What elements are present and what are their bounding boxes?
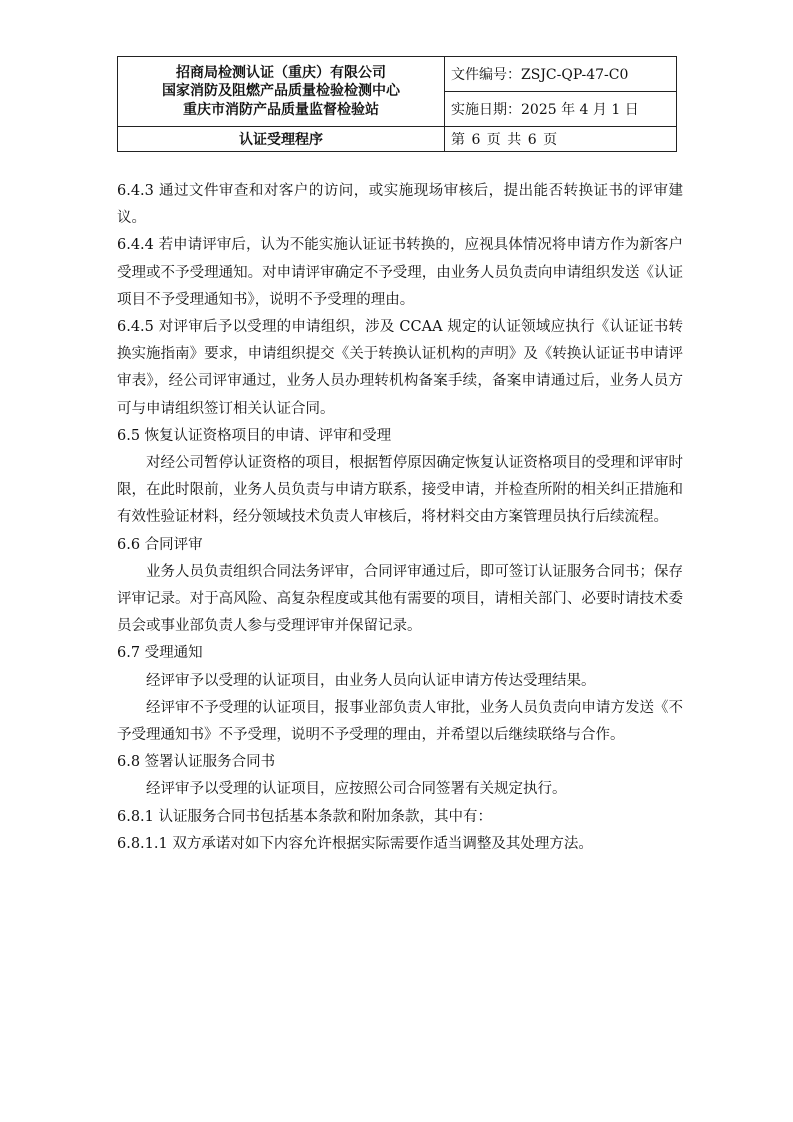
organization-name-line3: 重庆市消防产品质量监督检验站 [183,101,379,118]
organization-name-cell [118,57,445,127]
section-heading-6-8: 6.8 签署认证服务合同书 [117,754,276,771]
paragraph-6-8-body: 经评审予以受理的认证项目，应按照公司合同签署有关规定执行。 [146,781,567,798]
procedure-title: 认证受理程序 [118,127,445,152]
paragraph-6-8-1: 6.8.1 认证服务合同书包括基本条款和附加条款，其中有： [117,808,493,825]
effective-date: 实施日期：2025 年 4 月 1 日 [445,92,677,127]
page-info: 第 6 页 共 6 页 [445,127,677,152]
paragraph-6-4-5: 6.4.5 对评审后予以受理的申请组织，涉及 CCAA 规定的认证领域应执行《认证证书转换实施指南》要求，申请组织提交《关于转换认证机构的声明》及《转换认证证书申请评审表》，经公司评审通过，业务人员办理转机构备案手续，备案申请通过后，业务人员方可与申请组织签订相关认证合同。 [117,319,683,417]
document-header-table [117,56,677,152]
paragraph-6-7-accept: 经评审予以受理的认证项目，由业务人员向认证申请方传达受理结果。 [146,672,596,689]
document-number: 文件编号：ZSJC-QP-47-C0 [445,57,677,92]
paragraph-6-7-reject: 经评审不予受理的认证项目，报事业部负责人审批，业务人员负责向申请方发送《不予受理通知书》不予受理，说明不予受理的理由，并希望以后继续联络与合作。 [117,699,683,744]
paragraph-6-8-1-1: 6.8.1.1 双方承诺对如下内容允许根据实际需要作适当调整及其处理方法。 [117,835,593,852]
paragraph-6-6-body: 业务人员负责组织合同法务评审，合同评审通过后，即可签订认证服务合同书；保存评审记录。对于高风险、高复杂程度或其他有需要的项目，请相关部门、必要时请技术委员会或事业部负责人参与受理评审并保留记录。 [117,563,683,635]
section-heading-6-6: 6.6 合同评审 [117,536,203,553]
document-body [117,178,683,858]
organization-name-line1: 招商局检测认证（重庆）有限公司 [176,64,386,81]
section-heading-6-5: 6.5 恢复认证资格项目的申请、评审和受理 [117,427,392,444]
section-heading-6-7: 6.7 受理通知 [117,645,203,662]
paragraph-6-5-body: 对经公司暂停认证资格的项目，根据暂停原因确定恢复认证资格项目的受理和评审时限，在此时限前，业务人员负责与申请方联系，接受申请，并检查所附的相关纠正措施和有效性验证材料，经分领域技术负责人审核后，将材料交由方案管理员执行后续流程。 [117,455,683,526]
paragraph-6-4-3: 6.4.3 通过文件审查和对客户的访问，或实施现场审核后，提出能否转换证书的评审建议。 [117,183,683,227]
organization-name-line2: 国家消防及阻燃产品质量检验检测中心 [162,83,400,100]
paragraph-6-4-4: 6.4.4 若申请评审后，认为不能实施认证证书转换的，应视具体情况将申请方作为新客户受理或不予受理通知。对申请评审确定不予受理，由业务人员负责向申请组织发送《认证项目不予受理通知书》，说明不予受理的理由。 [117,237,683,308]
